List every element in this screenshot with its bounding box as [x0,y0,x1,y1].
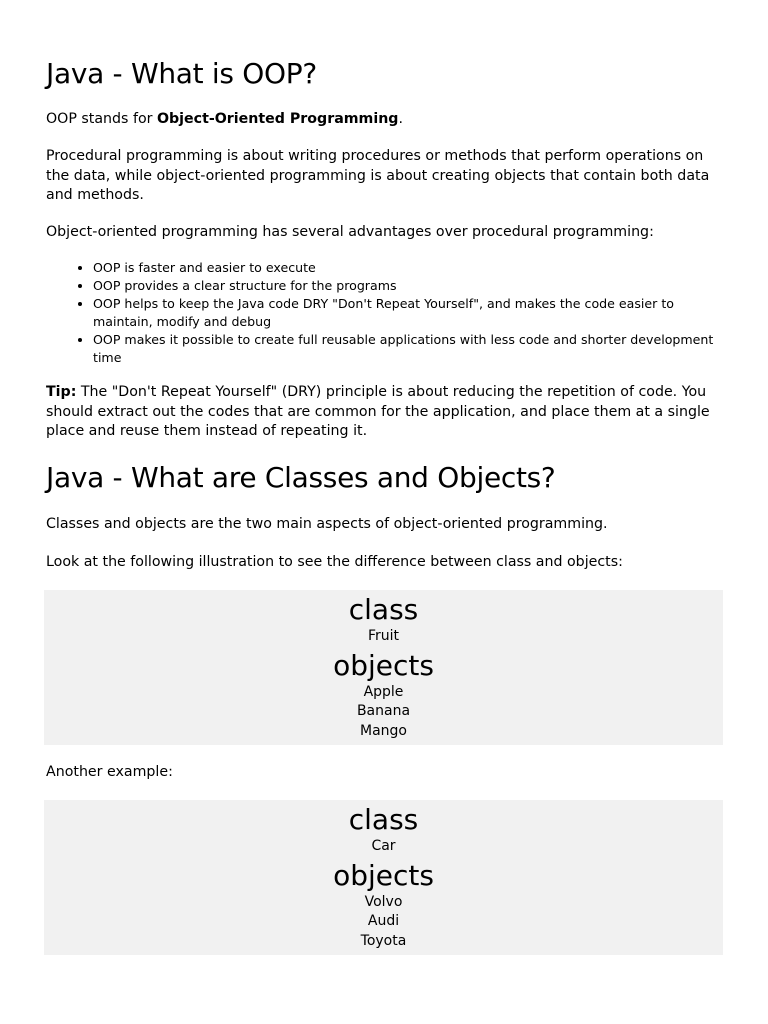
oop-intro-suffix: . [398,111,403,127]
section-title-oop: Java - What is OOP? [46,57,317,90]
tip-label: Tip: [46,384,77,400]
list-item: • OOP helps to keep the Java code DRY "Don't Repeat Yourself", and makes the code easier to maintain, modify and debug [93,295,726,331]
class-heading: class [348,803,419,836]
object-item: Audi [367,913,400,929]
advantages-paragraph: Object-oriented programming has several advantages over procedural programming: [46,224,654,240]
tip-text: The "Don't Repeat Yourself" (DRY) principle is about reducing the repetition of code. You should extract out the codes that are common for the application, and place them at a single place and reuse them instead of repeating it. [46,384,710,439]
oop-intro-prefix: OOP stands for [46,111,157,127]
object-item: Volvo [364,893,403,910]
list-item: • OOP makes it possible to create full reusable applications with less code and shorter development time [93,331,726,367]
example-box-car [44,800,723,955]
oop-intro-bold: Object-Oriented Programming [156,111,399,127]
class-heading: class [348,593,419,626]
object-item: Banana [356,703,411,719]
object-item: Mango [360,722,407,739]
tip-paragraph [46,383,726,442]
classes-paragraph: Classes and objects are the two main aspects of object-oriented programming. [46,516,608,532]
advantages-list [46,259,726,367]
class-name: Car [371,838,396,854]
objects-heading: objects [333,858,434,892]
object-item: Apple [363,683,404,700]
list-item: • OOP provides a clear structure for the programs [93,277,726,295]
procedural-paragraph: Procedural programming is about writing procedures or methods that perform operations on the data, while object-oriented programming is about creating objects that contain both data and methods. [46,148,710,203]
illustration-paragraph: Look at the following illustration to see the difference between class and objects: [46,554,623,570]
list-item: • OOP is faster and easier to execute [93,259,726,277]
objects-heading: objects [333,648,434,682]
oop-intro [46,110,726,130]
example-box-fruit [44,590,723,745]
another-example-label: Another example: [46,764,173,780]
object-item: Toyota [360,932,407,949]
class-name: Fruit [367,628,400,644]
section-title-classes: Java - What are Classes and Objects? [46,461,556,494]
